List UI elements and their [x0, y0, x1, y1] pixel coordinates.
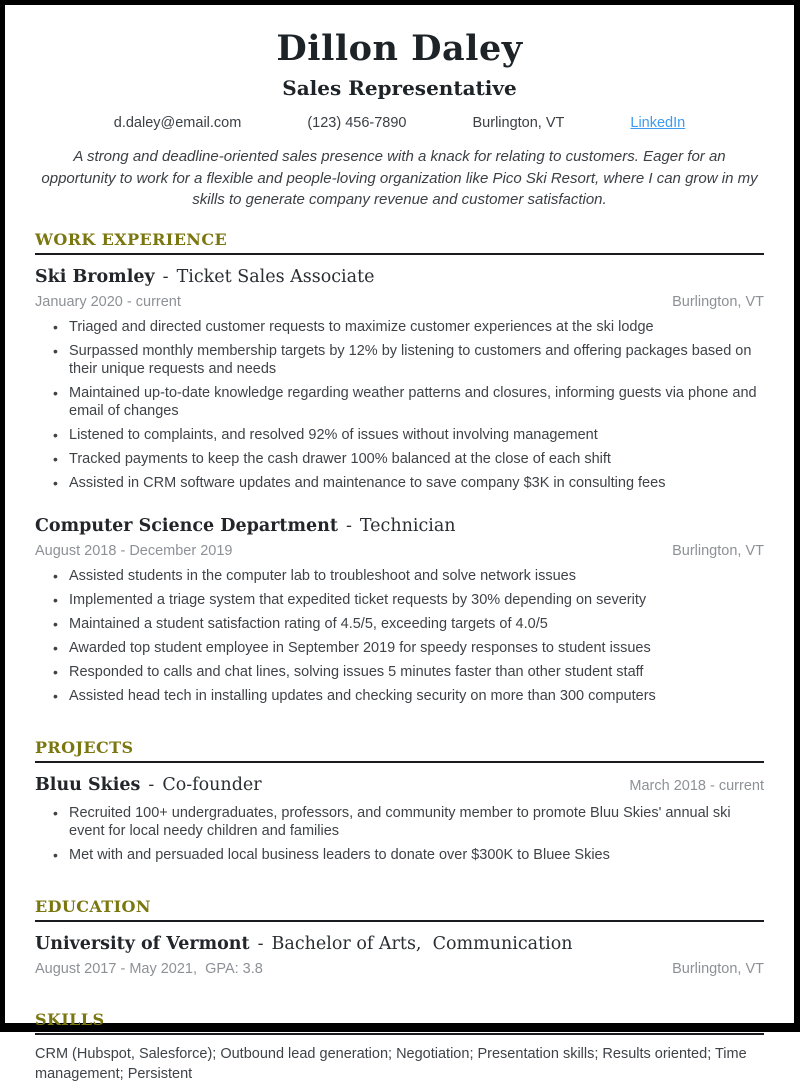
bullet-item: • Awarded top student employee in September 2019 for speedy responses to student issues [53, 639, 764, 657]
entry-title [35, 775, 262, 797]
section-work [35, 230, 764, 705]
bullet-item: • Surpassed monthly membership targets by 12% by listening to customers and offering packages based on their unique requests and needs [53, 342, 764, 378]
resume-header [35, 29, 764, 211]
section-heading-work: WORK EXPERIENCE [35, 230, 764, 255]
entry-role: Technician [359, 515, 456, 536]
entry-separator: - [148, 774, 155, 795]
entry-location: Burlington, VT [672, 961, 764, 978]
candidate-title: Sales Representative [282, 76, 517, 101]
section-heading-education: EDUCATION [35, 897, 764, 922]
bullet-item: • Responded to calls and chat lines, solving issues 5 minutes faster than other student staff [53, 663, 764, 681]
bullet-item: • Listened to complaints, and resolved 92% of issues without involving management [53, 426, 764, 444]
entry-org-name: University of Vermont [35, 934, 250, 955]
entry-education [35, 934, 764, 977]
entry-meta-row [35, 961, 764, 977]
entry-separator: - [345, 515, 352, 536]
section-heading-projects: PROJECTS [35, 738, 764, 763]
section-skills [35, 1010, 764, 1084]
linkedin-link[interactable]: LinkedIn [630, 115, 686, 132]
bullet-item: • Assisted students in the computer lab to troubleshoot and solve network issues [53, 567, 764, 585]
entry-dates: January 2020 - current [35, 293, 181, 310]
bullet-item: • Tracked payments to keep the cash drawer 100% balanced at the close of each shift [53, 450, 764, 468]
entry-bullet-list [53, 318, 764, 492]
entry-org-name: Computer Science Department [35, 515, 338, 536]
contact-phone: (123) 456-7890 [307, 115, 407, 132]
contact-row [35, 115, 764, 131]
bullet-item: • Maintained up-to-date knowledge regarding weather patterns and closures, informing guests via phone and email of changes [53, 384, 764, 420]
entry-org-name: Bluu Skies [35, 774, 141, 795]
entry-title [35, 934, 573, 956]
summary-text: A strong and deadline-oriented sales presence with a knack for relating to customers. Eager for an opportunity to work for a flexible and people-loving organization like Pico Ski Resort, where I can grow in my skills to generate company revenue and customer satisfaction. [41, 148, 758, 209]
entry-title [35, 267, 374, 289]
entry-org-name: Ski Bromley [35, 266, 155, 287]
section-projects [35, 738, 764, 865]
bullet-item: • Maintained a student satisfaction rating of 4.5/5, exceeding targets of 4.0/5 [53, 615, 764, 633]
entry-role: Co-founder [162, 774, 262, 795]
entry-dates: March 2018 - current [629, 777, 764, 794]
resume-body [35, 230, 764, 1084]
entry-dates: August 2017 - May 2021, GPA: 3.8 [35, 961, 263, 978]
entry-work [35, 267, 764, 492]
entry-work [35, 516, 764, 705]
entry-title-row [35, 775, 764, 797]
candidate-name: Dillon Daley [276, 28, 523, 69]
section-heading-skills: SKILLS [35, 1010, 764, 1035]
bullet-item: • Assisted head tech in installing updates and checking security on more than 300 computers [53, 687, 764, 705]
resume-content [5, 5, 794, 1084]
entry-projects [35, 775, 764, 865]
entry-meta-row [35, 294, 764, 310]
entry-separator: - [162, 266, 169, 287]
entry-bullet-list [53, 567, 764, 705]
section-education [35, 897, 764, 977]
bullet-item: • Assisted in CRM software updates and maintenance to save company $3K in consulting fees [53, 474, 764, 492]
skills-text: CRM (Hubspot, Salesforce); Outbound lead generation; Negotiation; Presentation skills; Results oriented; Time management; Persistent [35, 1046, 747, 1083]
bullet-item: • Met with and persuaded local business leaders to donate over $300K to Bluee Skies [53, 846, 764, 864]
entry-bullet-list [53, 804, 764, 864]
contact-location: Burlington, VT [472, 115, 565, 132]
entry-role: Bachelor of Arts, Communication [271, 934, 573, 955]
entry-dates: August 2018 - December 2019 [35, 542, 233, 559]
entry-location: Burlington, VT [672, 542, 764, 559]
entry-title-row [35, 267, 764, 289]
entry-role: Ticket Sales Associate [176, 266, 375, 287]
entry-separator: - [257, 934, 264, 955]
bullet-item: • Recruited 100+ undergraduates, professors, and community member to promote Bluu Skies' annual ski event for local needy children and families [53, 804, 764, 840]
entry-meta-row [35, 543, 764, 559]
entry-title-row [35, 516, 764, 538]
bullet-item: • Implemented a triage system that expedited ticket requests by 30% depending on severity [53, 591, 764, 609]
contact-email: d.daley@email.com [113, 115, 242, 132]
entry-title-row [35, 934, 764, 956]
entry-title [35, 516, 456, 538]
entry-location: Burlington, VT [672, 293, 764, 310]
bullet-item: • Triaged and directed customer requests to maximize customer experiences at the ski lodge [53, 318, 764, 336]
